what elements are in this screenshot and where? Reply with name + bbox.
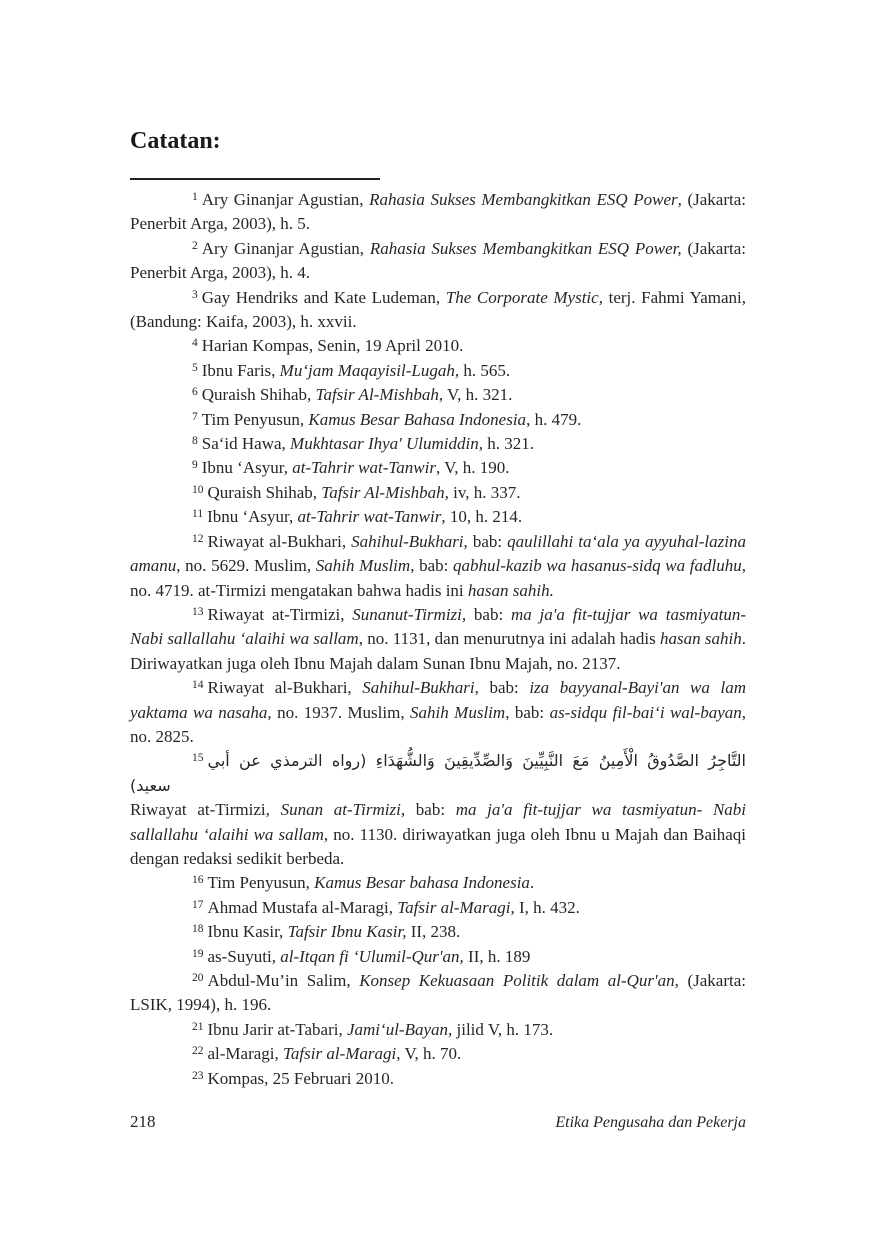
footnote-number: 18 xyxy=(192,923,204,936)
page-number: 218 xyxy=(130,1112,156,1131)
footnote-number: 22 xyxy=(192,1045,204,1058)
footnote-19: $^{19}$ as-Suyuti, al-Itqan fi ‘Ulumil-Qur'an, II, h. 189 xyxy=(192,946,531,966)
footnote-number: 21 xyxy=(192,1020,204,1033)
footnote-number: 14 xyxy=(192,679,204,692)
page-footer xyxy=(130,1112,746,1140)
footnote-number: 8 xyxy=(192,435,198,448)
footnote-9: $^9$ Ibnu ‘Asyur, at-Tahrir wat-Tanwir, V, h. 190. xyxy=(192,458,510,478)
footnote-18: $^{18}$ Ibnu Kasir, Tafsir Ibnu Kasir, II, 238. xyxy=(192,922,461,942)
footnote-16: $^{16}$ Tim Penyusun, Kamus Besar bahasa Indonesia. xyxy=(192,873,535,893)
footnote-number: 5 xyxy=(192,361,198,374)
footnote-15-continuation: Riwayat at-Tirmizi, Sunan at-Tirmizi, bab: ma ja'a fit-tujjar wa tasmiyatun- Nabi sallallahu ‘alaihi wa sallam, no. 1130. diriwayatkan juga oleh Ibnu u Majah dan Baihaqi dengan redaksi sedikit berbeda. xyxy=(130,800,747,868)
footnote-number: 15 xyxy=(192,752,204,765)
footnote-number: 23 xyxy=(192,1069,204,1082)
footnote-number: 9 xyxy=(192,459,198,472)
footnote-3: $^3$ Gay Hendriks and Kate Ludeman, The Corporate Mystic, terj. Fahmi Yamani, (Bandung: Kaifa, 2003), h. xxvii. xyxy=(130,287,747,332)
footnote-10: $^{10}$ Quraish Shihab, Tafsir Al-Mishbah, iv, h. 337. xyxy=(192,482,521,502)
footnote-number: 10 xyxy=(192,483,204,496)
running-title: Etika Pengusaha dan Pekerja xyxy=(555,1114,746,1131)
footnote-number: 16 xyxy=(192,874,204,887)
footnote-1: $^1$ Ary Ginanjar Agustian, Rahasia Sukses Membangkitkan ESQ Power, (Jakarta: Penerbit Arga, 2003), h. 5. xyxy=(130,190,746,234)
footnote-separator xyxy=(130,178,380,180)
footnote-number: 20 xyxy=(192,972,204,984)
footnote-6: $^6$ Quraish Shihab, Tafsir Al-Mishbah, V, h. 321. xyxy=(192,385,513,405)
footnote-11: $^{11}$ Ibnu ‘Asyur, at-Tahrir wat-Tanwir, 10, h. 214. xyxy=(192,507,523,527)
footnote-7: $^7$ Tim Penyusun, Kamus Besar Bahasa Indonesia, h. 479. xyxy=(192,409,582,429)
footnote-21: $^{21}$ Ibnu Jarir at-Tabari, Jami‘ul-Bayan, jilid V, h. 173. xyxy=(192,1019,554,1039)
footnote-12: $^{12}$ Riwayat al-Bukhari, Sahihul-Bukhari, bab: qaulillahi ta‘ala ya ayyuhal-lazina amanu, no. 5629. Muslim, Sahih Muslim, bab: qabhul-kazib wa hasanus-sidq wa fadluhu, no. 4719. at-Tirmizi mengatakan bahwa hadis ini hasan sahih. xyxy=(130,531,746,600)
footnote-number: 11 xyxy=(192,508,204,521)
footnote-5: $^5$ Ibnu Faris, Mu‘jam Maqayisil-Lugah, h. 565. xyxy=(192,360,511,380)
footnote-20: $^{20}$ Abdul-Mu’in Salim, Konsep Kekuasaan Politik dalam al-Qur'an, (Jakarta: LSIK, 1994), h. 196. xyxy=(130,971,746,1015)
footnote-4: $^4$ Harian Kompas, Senin, 19 April 2010. xyxy=(192,336,464,356)
footnote-number: 17 xyxy=(192,898,204,911)
footnote-14: $^{14}$ Riwayat al-Bukhari, Sahihul-Bukhari, bab: iza bayyanal-Bayi'an wa lam yaktama wa nasaha, no. 1937. Muslim, Sahih Muslim, bab: as-sidqu fil-bai‘i wal-bayan, no. 2825. xyxy=(130,678,746,746)
footnote-number: 7 xyxy=(192,410,198,423)
footnote-15 xyxy=(130,749,746,798)
footnote-list xyxy=(130,188,746,1091)
footnote-23: $^{23}$ Kompas, 25 Februari 2010. xyxy=(192,1068,395,1088)
footnote-number: 12 xyxy=(192,532,204,545)
footnote-number: 19 xyxy=(192,947,204,960)
arabic-hadith-text: التَّاجِرُ الصَّدُوقُ الْأَمِينُ مَعَ النَّبِيِّينَ وَالصِّدِّيقِينَ وَالشُّهَدَاءِ (رواه الترمذي عن أبي سعيد) xyxy=(130,751,746,795)
footnote-8: $^8$ Sa‘id Hawa, Mukhtasar Ihya' Ulumiddin, h. 321. xyxy=(192,434,535,454)
footnote-number: 3 xyxy=(192,288,198,301)
section-heading: Catatan: xyxy=(130,128,221,154)
footnote-number: 6 xyxy=(192,386,198,399)
footnote-17: $^{17}$ Ahmad Mustafa al-Maragi, Tafsir al-Maragi, I, h. 432. xyxy=(192,897,580,917)
footnote-number: 2 xyxy=(192,239,198,252)
footnote-13: $^{13}$ Riwayat at-Tirmizi, Sunanut-Tirmizi, bab: ma ja'a fit-tujjar wa tasmiyatun- Nabi sallallahu ‘alaihi wa sallam, no. 1131, dan menurutnya ini adalah hadis hasan sahih. Diriwayatkan juga oleh Ibnu Majah dalam Sunan Ibnu Majah, no. 2137. xyxy=(130,604,746,673)
footnote-number: 13 xyxy=(192,605,204,618)
footnote-number: 4 xyxy=(192,337,198,350)
footnote-number: 1 xyxy=(192,191,198,203)
footnote-22: $^{22}$ al-Maragi, Tafsir al-Maragi, V, h. 70. xyxy=(192,1044,462,1064)
footnote-2: $^2$ Ary Ginanjar Agustian, Rahasia Sukses Membangkitkan ESQ Power, (Jakarta: Penerbit Arga, 2003), h. 4. xyxy=(130,238,746,283)
